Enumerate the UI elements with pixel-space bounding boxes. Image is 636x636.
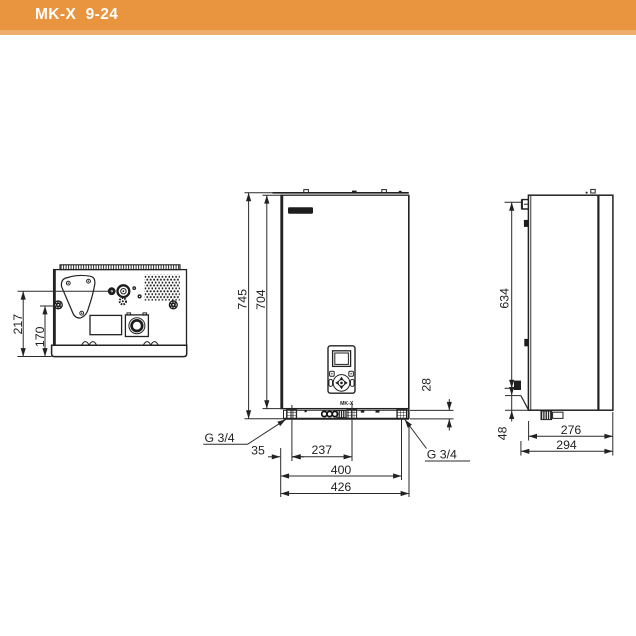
side-bottom-connector bbox=[553, 412, 563, 418]
pipe-connections bbox=[108, 285, 142, 304]
thread-label-right: G 3/4 bbox=[426, 447, 457, 462]
side-view bbox=[495, 189, 613, 455]
dim-edge-to-connection: 35 bbox=[251, 443, 265, 458]
thread-label-left: G 3/4 bbox=[204, 430, 235, 445]
top-hook-tab bbox=[591, 189, 595, 193]
top-tab bbox=[352, 191, 357, 193]
ventilation-grid bbox=[145, 275, 180, 301]
top-hook-tab bbox=[304, 190, 309, 193]
manifold-striped-block bbox=[337, 411, 346, 418]
dim-bottom-strip: 28 bbox=[419, 377, 434, 392]
front-view bbox=[203, 190, 470, 497]
wall-mount-hook bbox=[522, 200, 529, 209]
back-tab bbox=[524, 220, 529, 227]
flue-flange bbox=[61, 275, 94, 318]
dim-connection-span: 400 bbox=[330, 462, 352, 477]
mount-screw-right bbox=[169, 300, 178, 309]
dim-body-height: 704 bbox=[253, 289, 268, 310]
manifold-ring bbox=[322, 411, 327, 416]
brand-logo bbox=[288, 207, 313, 213]
control-panel bbox=[328, 346, 355, 393]
dim-connection-depth: 217 bbox=[10, 313, 25, 335]
top-tab bbox=[586, 192, 588, 194]
mount-screw-left bbox=[54, 300, 63, 309]
top-view-ribbed-lid bbox=[60, 265, 180, 270]
connection-g34-right bbox=[397, 410, 407, 419]
back-tab bbox=[524, 339, 528, 346]
manifold-ring bbox=[327, 411, 332, 416]
side-bottom-connector bbox=[541, 411, 552, 420]
dim-total-height: 745 bbox=[235, 289, 250, 310]
top-view-cutout bbox=[90, 315, 122, 334]
bottom-wedge bbox=[521, 396, 529, 411]
dim-body-depth: 276 bbox=[560, 423, 582, 437]
dim-bottom-clearance: 48 bbox=[495, 426, 510, 441]
front-bottom-strip bbox=[283, 410, 409, 419]
front-view-vertical-dimensions bbox=[236, 193, 454, 431]
panel-model-label: MK-X bbox=[340, 401, 354, 408]
bottom-mount-bracket bbox=[514, 381, 521, 390]
dim-mount-depth: 170 bbox=[32, 326, 47, 348]
top-view-front-strip bbox=[52, 345, 187, 356]
top-hook-tab bbox=[382, 190, 387, 193]
dim-total-depth: 294 bbox=[556, 438, 577, 452]
top-view bbox=[11, 265, 187, 357]
dim-connection-spacing: 237 bbox=[311, 443, 333, 457]
dim-total-width: 426 bbox=[330, 480, 352, 495]
page-title: MK-X 9-24 bbox=[35, 6, 119, 23]
dim-mounting-height: 634 bbox=[497, 288, 512, 309]
side-body bbox=[528, 195, 613, 410]
electrical-socket bbox=[125, 313, 148, 337]
top-tab bbox=[399, 191, 402, 193]
thread-callouts bbox=[203, 419, 470, 461]
